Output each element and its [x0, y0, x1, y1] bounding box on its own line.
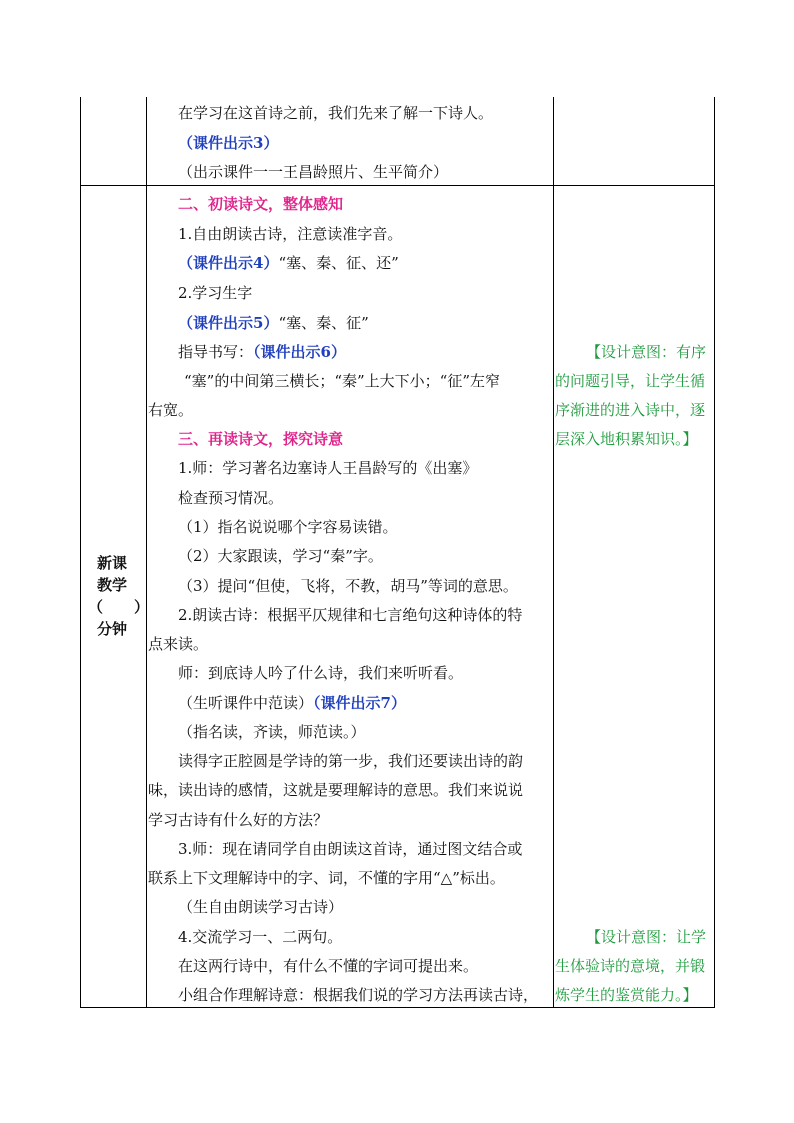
step-3-2-cont: 点来读。 [148, 635, 209, 653]
design-note-1-l3: 序渐进的进入诗中，逐 [555, 401, 706, 419]
writing-guide-label: 指导书写： [178, 343, 254, 361]
chars-2: “塞、秦、征” [278, 314, 369, 332]
read-types: （指名读，齐读，师范读。） [178, 723, 366, 741]
section-label-2: 教学 [97, 576, 128, 594]
preview-3: （3）提问“但使，飞将，不教，胡马”等词的意思。 [178, 577, 518, 595]
table-border-bottom [80, 1007, 715, 1008]
courseware-5: （课件出示5） [178, 314, 279, 332]
step-1-courseware [178, 253, 584, 273]
step-3-4: 4.交流学习一、二两句。 [178, 928, 343, 946]
step-1: 1.自由朗读古诗，注意读准字音。 [178, 225, 403, 243]
courseware-3-desc: （出示课件一一王昌龄照片、生平简介） [178, 163, 449, 181]
courseware-6: （课件出示6） [253, 343, 346, 361]
heading-3: 三、再读诗文，探究诗意 [178, 430, 344, 448]
writing-guide [178, 342, 584, 362]
design-note-1-l2: 的问题引导，让学生循 [555, 372, 706, 390]
step-3-1: 1.师：学习著名边塞诗人王昌龄写的《出塞》 [178, 459, 478, 477]
step-2-courseware [178, 313, 584, 333]
question-line: 在这两行诗中，有什么不懂的字词可提出来。 [178, 957, 479, 975]
para-1-end: 学习古诗有什么好的方法？ [148, 811, 329, 829]
courseware-4: （课件出示4） [178, 254, 279, 272]
intro-line: 在学习在这首诗之前，我们先来了解一下诗人。 [178, 104, 494, 122]
writing-detail: “塞”的中间第三横长；“秦”上大下小；“征”左窄 [184, 372, 501, 390]
courseware-7: （课件出示7） [313, 694, 406, 712]
step-3-3: 3.师：现在请同学自由朗读这首诗，通过图文结合或 [178, 840, 523, 858]
step-2: 2.学习生字 [178, 284, 253, 302]
section-label-paren-open: （ [88, 598, 104, 616]
para-1: 读得字正腔圆是学诗的第一步，我们还要读出诗的韵 [178, 752, 524, 770]
table-border-left [80, 97, 81, 1008]
self-read: （生自由朗读学习古诗） [178, 898, 344, 916]
design-note-2-l3: 炼学生的鉴赏能力。】 [555, 986, 698, 1004]
writing-detail-cont: 右宽。 [148, 401, 194, 419]
chars-1: “塞、秦、征、还” [278, 254, 399, 272]
section-label-4: 分钟 [97, 620, 128, 638]
step-3-3-cont: 联系上下文理解诗中的字、词，不懂的字用“△”标出。 [148, 869, 505, 887]
design-note-1-l4: 层深入地积累知识。】 [555, 430, 698, 448]
table-divider-label [146, 97, 147, 1008]
table-border-right [714, 97, 715, 1008]
section-label-paren-close: ） [134, 598, 150, 616]
group-line: 小组合作理解诗意：根据我们说的学习方法再读古诗， [178, 986, 539, 1004]
preview-check: 检查预习情况。 [178, 489, 284, 507]
section-label-1: 新课 [97, 554, 128, 572]
preview-1: （1）指名说说哪个字容易读错。 [178, 518, 398, 536]
step-3-2: 2.朗读古诗：根据平仄规律和七言绝句这种诗体的特 [178, 606, 523, 624]
courseware-3: （课件出示3） [178, 134, 279, 152]
design-note-2-l2: 生体验诗的意境，并锻 [555, 957, 706, 975]
para-1-cont: 味，读出诗的感情，这就是要理解诗的意思。我们来说说 [148, 781, 524, 799]
teacher-line: 师：到底诗人吟了什么诗，我们来听听看。 [178, 664, 464, 682]
listen-line [178, 693, 584, 713]
design-note-1-l1: 【设计意图：有序 [586, 343, 707, 361]
preview-2: （2）大家跟读，学习“秦”字。 [178, 547, 383, 565]
listen-text: （生听课件中范读） [178, 694, 314, 712]
heading-2: 二、初读诗文，整体感知 [178, 195, 344, 213]
design-note-2-l1: 【设计意图：让学 [586, 928, 707, 946]
table-row-divider [80, 185, 715, 186]
